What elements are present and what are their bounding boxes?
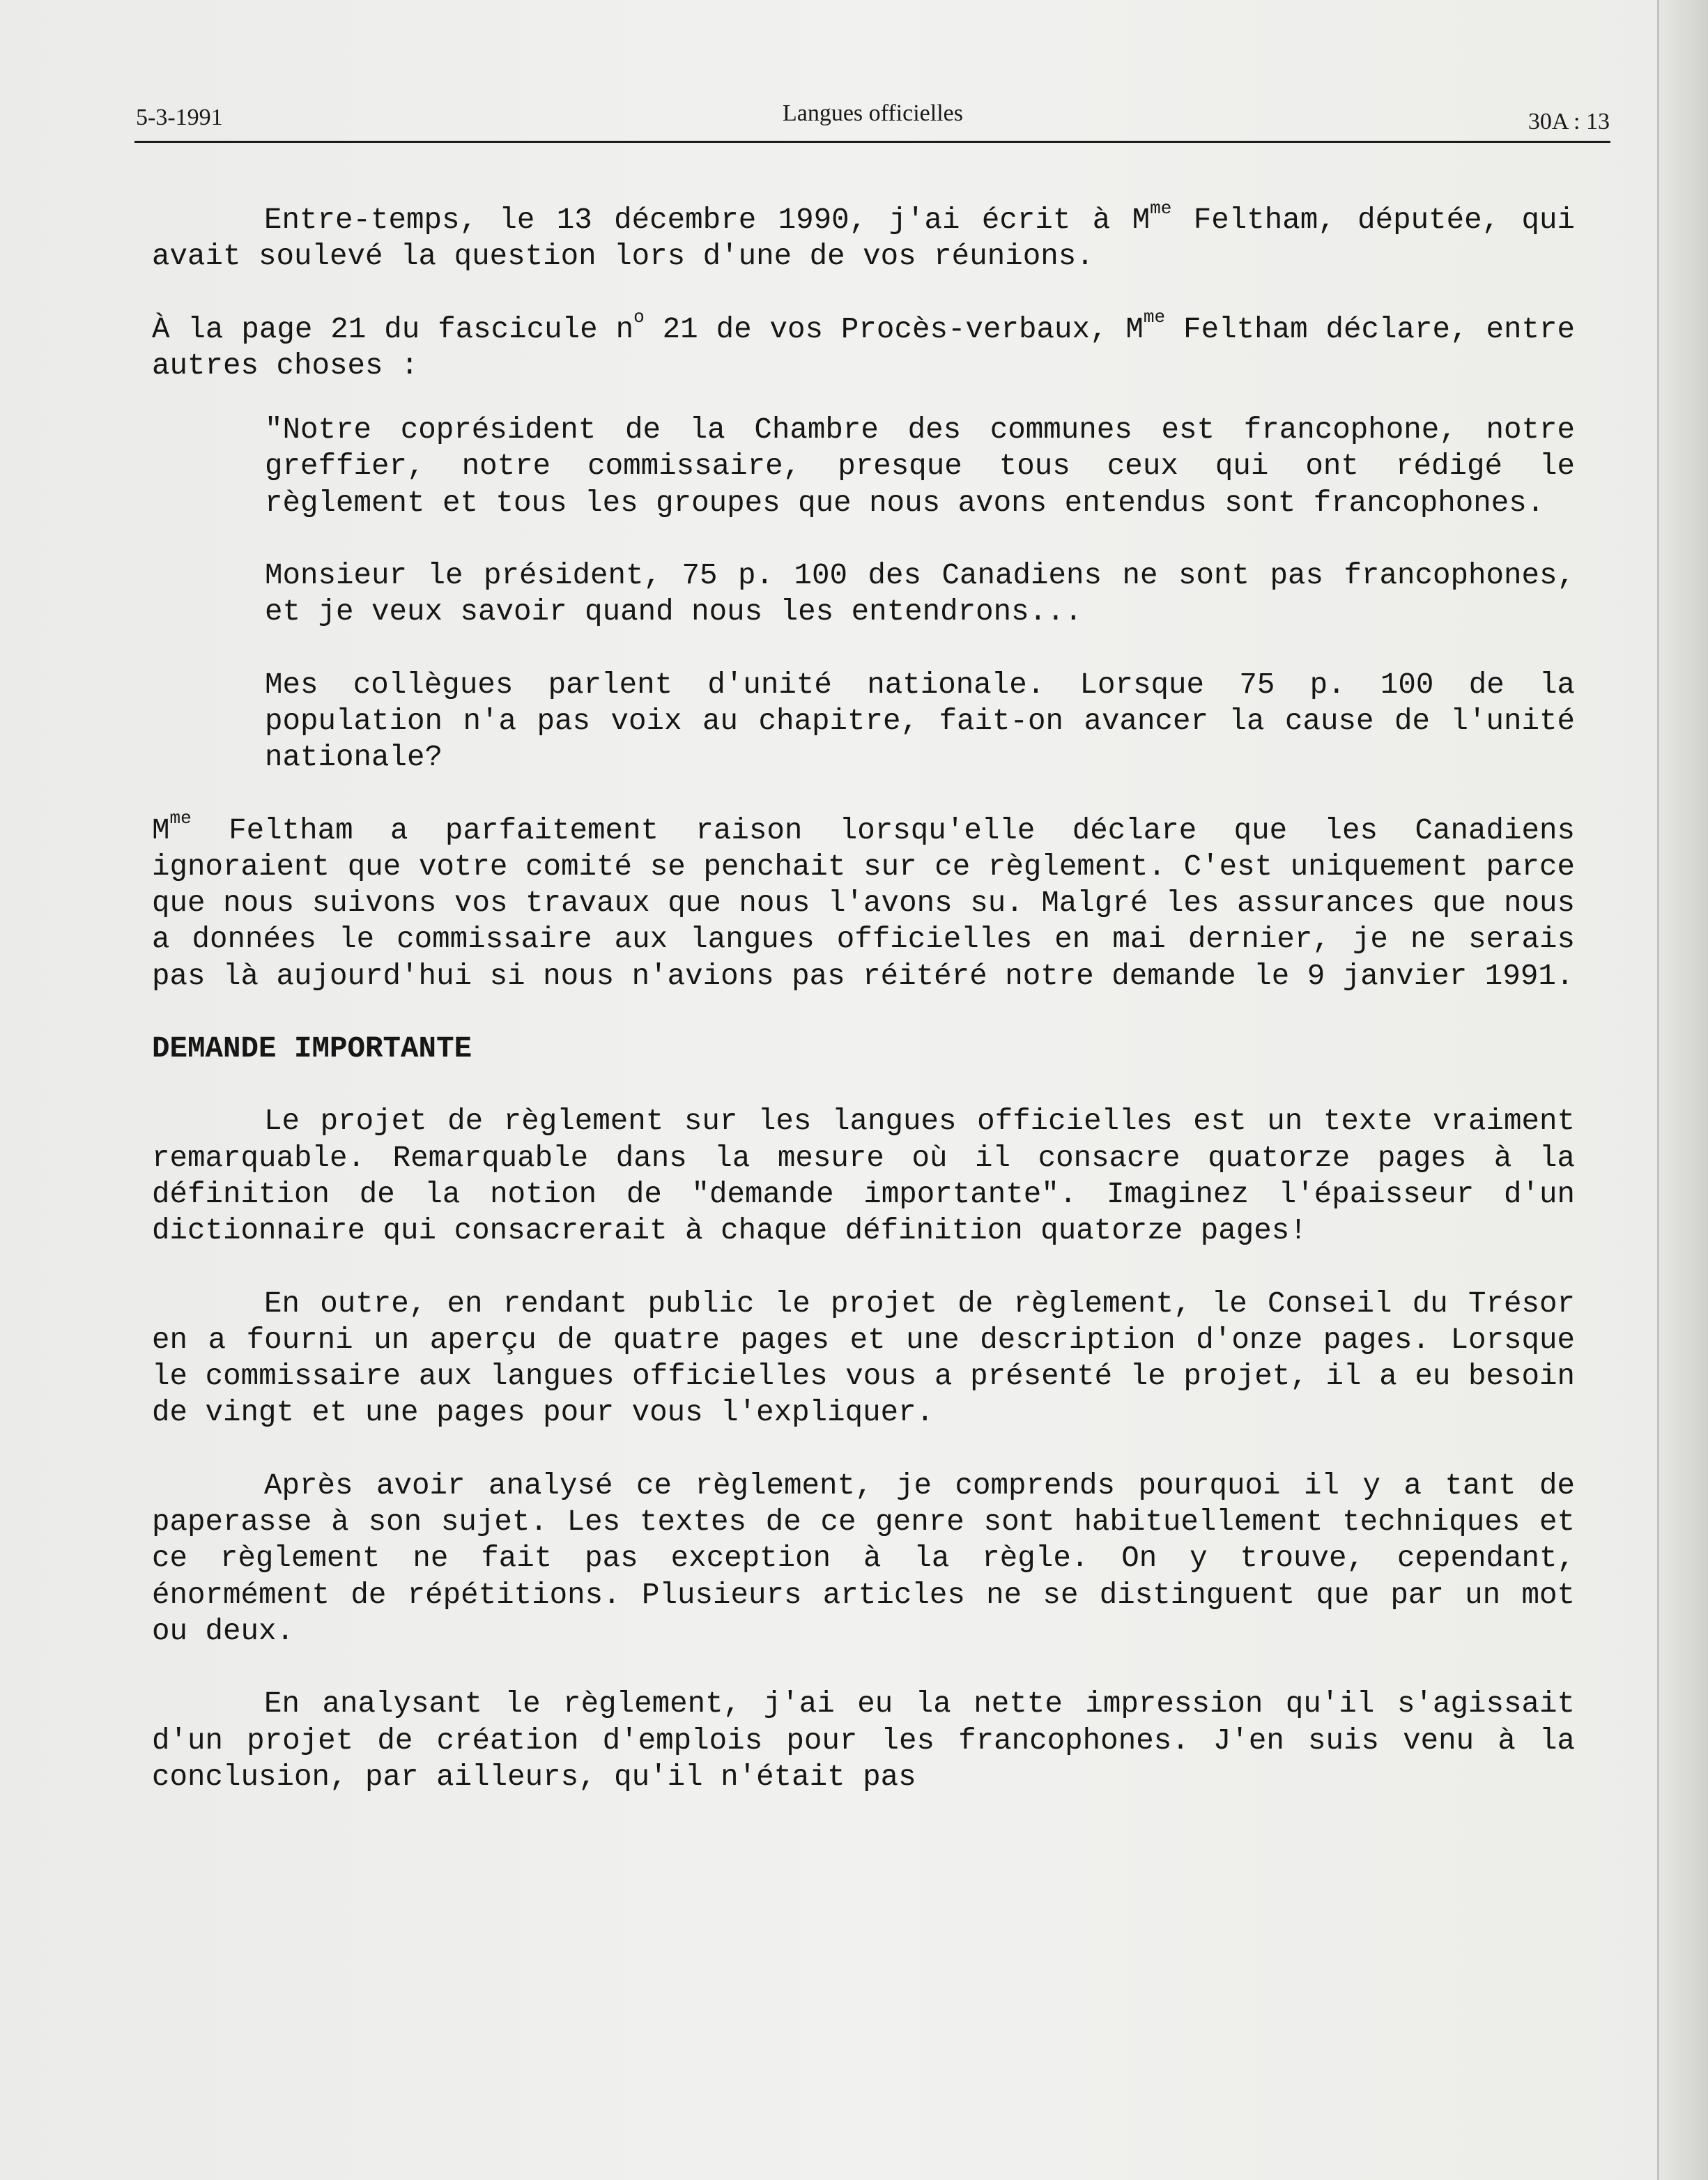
paragraph-2	[152, 307, 1575, 385]
quote-2: Monsieur le président, 75 p. 100 des Canadiens ne sont pas francophones, et je veux savoir quand nous les entendrons...	[265, 559, 1575, 629]
paragraph-2-text-b: 21 de vos Procès-verbaux, M	[644, 312, 1144, 346]
paragraph-3-text-a: M	[152, 813, 170, 847]
superscript-me: me	[1143, 307, 1166, 328]
header-title: Langues officielles	[782, 100, 963, 126]
header-date: 5-3-1991	[136, 105, 223, 130]
header-rule	[134, 141, 1610, 143]
paragraph-3	[152, 808, 1575, 995]
paragraph-5: En outre, en rendant public le projet de règlement, le Conseil du Trésor en a fourni un aperçu de quatre pages et une description d'onze pages. Lorsque le commissaire aux langues officielles vous a présenté le projet, il a eu besoin de vingt et une pages pour vous l'expliquer.	[152, 1287, 1575, 1430]
superscript-me: me	[169, 808, 192, 829]
paragraph-1-text-a: Entre-temps, le 13 décembre 1990, j'ai écrit à M	[264, 204, 1151, 237]
paragraph-2-text-c: Feltham déclare, entre autres choses :	[152, 312, 1575, 383]
section-heading: DEMANDE IMPORTANTE	[152, 1032, 472, 1066]
paragraph-2-text-a: À la page 21 du fascicule n	[152, 312, 634, 346]
paragraph-4: Le projet de règlement sur les langues officielles est un texte vraiment remarquable. Remarquable dans la mesure où il consacre quatorze pages à la définition de la notion de "demande importante". Imaginez l'épaisseur d'un dictionnaire qui consacrerait à chaque définition quatorze pages!	[152, 1105, 1575, 1248]
paragraph-1	[152, 197, 1576, 275]
running-header	[136, 96, 1610, 139]
superscript-me: me	[1150, 197, 1172, 219]
superscript-o: o	[633, 307, 645, 328]
quote-1: "Notre coprésident de la Chambre des communes est francophone, notre greffier, notre commissaire, presque tous ceux qui ont rédigé le règlement et tous les groupes que nous avons entendus sont francophones.	[265, 413, 1575, 520]
body-text	[152, 197, 1576, 1832]
header-page-number: 30A : 13	[1528, 109, 1610, 135]
page-edge-strip	[1657, 0, 1708, 2180]
paragraph-1-text-b: Feltham, députée, qui avait soulevé la question lors d'une de vos réunions.	[152, 204, 1576, 274]
paragraph-7: En analysant le règlement, j'ai eu la nette impression qu'il s'agissait d'un projet de création d'emplois pour les francophones. J'en suis venu à la conclusion, par ailleurs, qu'il n'était pas	[152, 1687, 1575, 1794]
paragraph-6: Après avoir analysé ce règlement, je comprends pourquoi il y a tant de paperasse à son sujet. Les textes de ce genre sont habituellement techniques et ce règlement ne fait pas exception à la règle. On y trouve, cependant, énormément de répétitions. Plusieurs articles ne se distinguent que par un mot ou deux.	[152, 1468, 1575, 1648]
quote-3: Mes collègues parlent d'unité nationale. Lorsque 75 p. 100 de la population n'a pas voix au chapitre, fait-on avancer la cause de l'unité nationale?	[265, 668, 1575, 775]
paragraph-3-text-b: Feltham a parfaitement raison lorsqu'elle déclare que les Canadiens ignoraient que votre comité se penchait sur ce règlement. C'est uniquement parce que nous suivons vos travaux que nous l'avons su. Malgré les assurances que nous a données le commissaire aux langues officielles en mai dernier, je ne serais pas là aujourd'hui si nous n'avions pas réitéré notre demande le 9 janvier 1991.	[152, 813, 1575, 993]
